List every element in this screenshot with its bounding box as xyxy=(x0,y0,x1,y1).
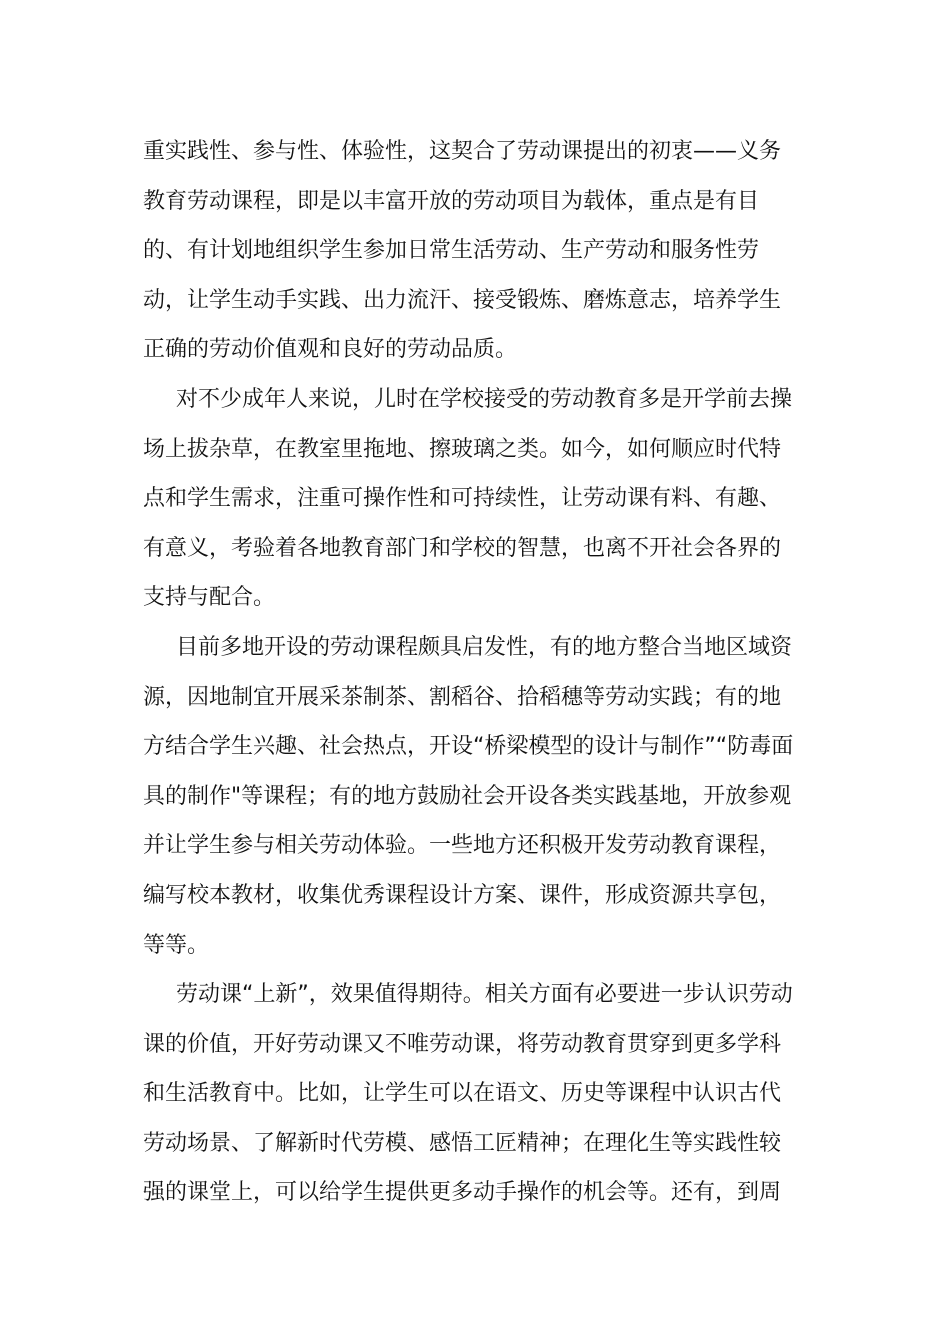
text-line: 有意义，考验着各地教育部门和学校的智慧，也离不开社会各界的 xyxy=(143,535,782,561)
text-line: 和生活教育中。比如，让学生可以在语文、历史等课程中认识古代 xyxy=(143,1081,782,1107)
text-line: 点和学生需求，注重可操作性和可持续性，让劳动课有料、有趣、 xyxy=(143,486,782,512)
text-line: 支持与配合。 xyxy=(143,585,276,611)
text-line: 正确的劳动价值观和良好的劳动品质。 xyxy=(143,337,518,363)
paragraph-start-line: 目前多地开设的劳动课程颇具启发性，有的地方整合当地区域资 xyxy=(176,634,793,660)
text-line: 并让学生参与相关劳动体验。一些地方还积极开发劳动教育课程， xyxy=(143,833,782,859)
text-line: 场上拔杂草，在教室里拖地、擦玻璃之类。如今，如何顺应时代特 xyxy=(143,436,782,462)
text-line: 具的制作"等课程；有的地方鼓励社会开设各类实践基地，开放参观 xyxy=(143,783,792,809)
text-line: 课的价值，开好劳动课又不唯劳动课，将劳动教育贯穿到更多学科 xyxy=(143,1031,782,1057)
text-line: 等等。 xyxy=(143,932,210,958)
paragraph-start-line: 劳动课“上新”，效果值得期待。相关方面有必要进一步认识劳动 xyxy=(176,982,793,1008)
text-line: 劳动场景、了解新时代劳模、感悟工匠精神；在理化生等实践性较 xyxy=(143,1130,782,1156)
text-line: 编写校本教材，收集优秀课程设计方案、课件，形成资源共享包， xyxy=(143,882,782,908)
text-line: 的、有计划地组织学生参加日常生活劳动、生产劳动和服务性劳 xyxy=(143,238,760,264)
text-line: 强的课堂上，可以给学生提供更多动手操作的机会等。还有，到周 xyxy=(143,1180,782,1206)
text-line: 教育劳动课程，即是以丰富开放的劳动项目为载体，重点是有目 xyxy=(143,188,760,214)
text-line: 重实践性、参与性、体验性，这契合了劳动课提出的初衷——义务 xyxy=(143,139,782,164)
text-line: 动，让学生动手实践、出力流汗、接受锻炼、磨炼意志，培养学生 xyxy=(143,287,782,313)
paragraph-start-line: 对不少成年人来说，儿时在学校接受的劳动教育多是开学前去操 xyxy=(176,386,793,412)
text-line: 源，因地制宜开展采茶制茶、割稻谷、拾稻穗等劳动实践；有的地 xyxy=(143,684,782,710)
text-line: 方结合学生兴趣、社会热点，开设“桥梁模型的设计与制作”“防毒面 xyxy=(143,734,794,760)
article-body xyxy=(143,127,808,1218)
